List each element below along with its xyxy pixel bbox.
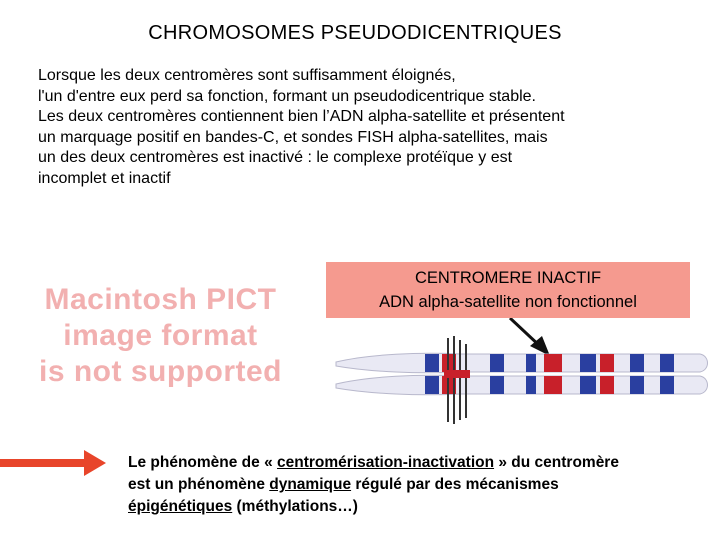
intro-paragraph xyxy=(38,66,678,189)
callout-title: CENTROMERE INACTIF xyxy=(414,269,602,287)
active-centromere xyxy=(444,370,470,378)
red-arrow-icon xyxy=(0,450,110,476)
inactive-centromere-callout xyxy=(326,262,690,318)
intro-line: incomplet et inactif xyxy=(38,169,171,187)
pict-line: Macintosh PICT xyxy=(44,283,277,316)
chromatid-upper xyxy=(336,353,708,372)
callout-subtitle: ADN alpha-satellite non fonctionnel xyxy=(379,293,637,311)
pict-line: image format xyxy=(63,319,258,352)
conclusion-line-2: est un phénomène dynamique régulé par des mécanismes xyxy=(128,476,559,493)
intro-line: un des deux centromères est inactivé : le complexe protéïque y est xyxy=(38,149,513,166)
page-title: CHROMOSOMES PSEUDODICENTRIQUES xyxy=(148,22,562,44)
pict-line: is not supported xyxy=(39,355,282,388)
conclusion-paragraph xyxy=(128,452,718,518)
chromatid-lower xyxy=(336,375,708,394)
chromosome-diagram xyxy=(330,318,710,434)
conclusion-line-3: épigénétiques (méthylations…) xyxy=(128,498,358,515)
pointer-arrow xyxy=(510,318,550,356)
conclusion-line-1: Le phénomène de « centromérisation-inactivation » du centromère xyxy=(128,454,619,471)
intro-line: un marquage positif en bandes-C, et sondes FISH alpha-satellites, mais xyxy=(38,128,548,146)
intro-line: l'un d'entre eux perd sa fonction, formant un pseudodicentrique stable. xyxy=(38,87,536,105)
intro-line: Lorsque les deux centromères sont suffisamment éloignés, xyxy=(38,67,456,84)
intro-line: Les deux centromères contiennent bien l’ADN alpha-satellite et présentent xyxy=(38,108,565,125)
unsupported-image-placeholder xyxy=(8,282,313,390)
